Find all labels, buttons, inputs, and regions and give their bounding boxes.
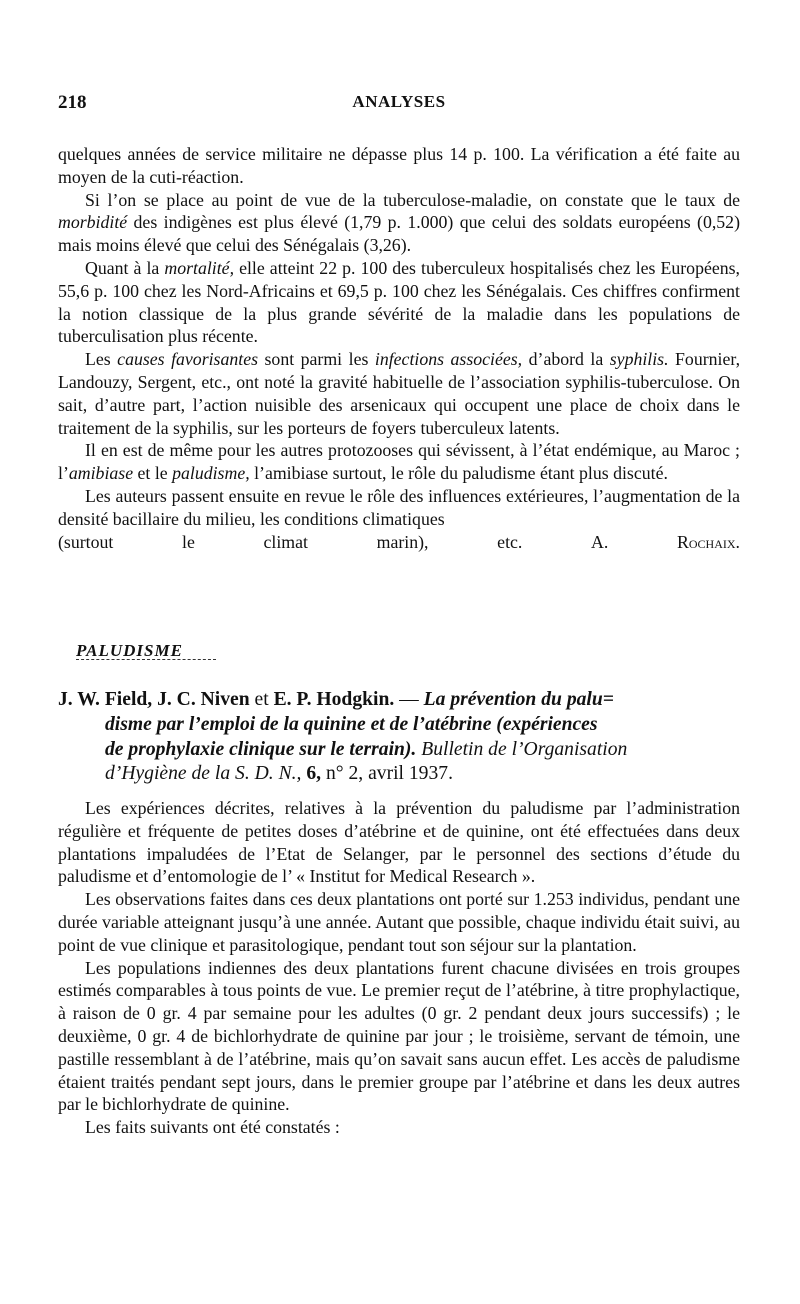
- journal-name: d’Hygiène de la S. D. N.,: [105, 763, 302, 785]
- bibliographic-reference: [58, 688, 740, 787]
- emphasis: causes favorisantes: [117, 349, 259, 370]
- reference-line: J. W. Field, J. C. Niven et E. P. Hodgkin. — La prévention du palu=: [58, 689, 614, 710]
- last-author: E. P. Hodgkin.: [273, 689, 395, 710]
- reference-line: [58, 713, 740, 738]
- abstract: [58, 797, 740, 1139]
- section-heading: PALUDISME: [76, 641, 183, 660]
- paragraph: Il en est de même pour les autres protozooses qui sévissent, à l’état endémique, au Maroc ; l’amibiase et le paludisme, l’amibiase surtout, le rôle du paludisme étant plus discuté.: [58, 440, 740, 484]
- article-title: de prophylaxie clinique sur le terrain).: [105, 738, 417, 760]
- paragraph: Les observations faites dans ces deux plantations ont porté sur 1.253 individus, pendant une durée variable atteignant jusqu’à une année. Autant que possible, chaque individu était suivi, au point de vue clinique et parasitologique, pendant tout son séjour sur la plantation.: [58, 889, 740, 955]
- paragraph: quelques années de service militaire ne dépasse plus 14 p. 100. La vérification a été faite au moyen de la cuti-réaction.: [58, 144, 740, 187]
- running-title: ANALYSES: [352, 92, 446, 111]
- reference-line: [58, 738, 740, 763]
- closing-line: (surtout le climat marin), etc. A. Rochaix.: [58, 531, 740, 552]
- paragraph: Les causes favorisantes sont parmi les infections associées, d’abord la syphilis. Fournier, Landouzy, Sergent, etc., ont noté la gravité habituelle de l’association syphilis-tuberculose. On sait, d’autre part, l’action nuisible des arsenicaux qui occupent une place de choix dans le traitement de la syphilis, sur les porteurs de foyers tuberculeux latents.: [58, 349, 741, 438]
- previous-review: [58, 143, 740, 553]
- journal-name: Bulletin de l’Organisation: [421, 738, 628, 760]
- paragraph: Les populations indiennes des deux plantations furent chacune divisées en trois groupes estimés comparables à tous points de vue. Le premier reçut de l’atébrine, à titre prophylactique, à raison de 0 gr. 4 par semaine pour les adultes (0 gr. 2 pendant deux jours successifs) ; le deuxième, 0 gr. 4 de bichlorhydrate de quinine par jour ; le troisième, servant de témoin, une pastille ressemblant à de l’atébrine, mais qu’on savait sans aucun effet. Les accès de paludisme étaient traités pendant sept jours, dans le premier groupe par l’atébrine et dans les deux autres par le bichlorhydrate de quinine.: [58, 957, 740, 1115]
- emphasis: paludisme,: [172, 463, 250, 484]
- article-title: disme par l’emploi de la quinine et de l’atébrine (expériences: [105, 713, 598, 735]
- emphasis: morbidité: [58, 212, 128, 233]
- reference-line: [58, 762, 740, 787]
- article-title: La prévention du palu=: [423, 689, 614, 710]
- reviewer-signature: A. Rochaix.: [591, 531, 740, 552]
- paragraph: Quant à la mortalité, elle atteint 22 p. 100 des tuberculeux hospitalisés chez les Européens, 55,6 p. 100 chez les Nord-Africains et 69,5 p. 100 chez les Sénégalais. Ces chiffres confirment la notion classique de la plus grande sévérité de la maladie dans les populations de tuberculisation plus récente.: [58, 257, 741, 347]
- emphasis: syphilis.: [609, 349, 669, 370]
- emphasis: infections associées,: [374, 349, 523, 370]
- authors: J. W. Field, J. C. Niven: [58, 689, 250, 710]
- paragraph: Si l’on se place au point de vue de la tuberculose-maladie, on constate que le taux de morbidité des indigènes est plus élevé (1,79 p. 1.000) que celui des soldats européens (0,52) mais moins élevé que celui des Sénégalais (3,26).: [58, 189, 740, 256]
- paragraph: Les auteurs passent ensuite en revue le rôle des influences extérieures, l’augmentation de la densité bacillaire du milieu, les conditions climatiques: [58, 485, 740, 529]
- section-underline: [76, 659, 216, 660]
- paragraph: Les expériences décrites, relatives à la prévention du paludisme par l’administration régulière et fréquente de petites doses d’atébrine et de quinine, ont été effectuées dans deux plantations impaludées de l’Etat de Selanger, par le personnel des sections d’étude du paludisme et d’entomologie de l’ « Institut for Medical Research ».: [58, 798, 740, 887]
- page-header: [58, 92, 740, 118]
- paragraph: Les faits suivants ont été constatés :: [85, 1117, 340, 1138]
- page-number: 218: [58, 92, 87, 113]
- volume: 6,: [306, 763, 322, 785]
- emphasis: amibiase: [68, 463, 134, 484]
- emphasis: mortalité,: [164, 257, 235, 278]
- issue-date: n° 2, avril 1937.: [325, 763, 453, 785]
